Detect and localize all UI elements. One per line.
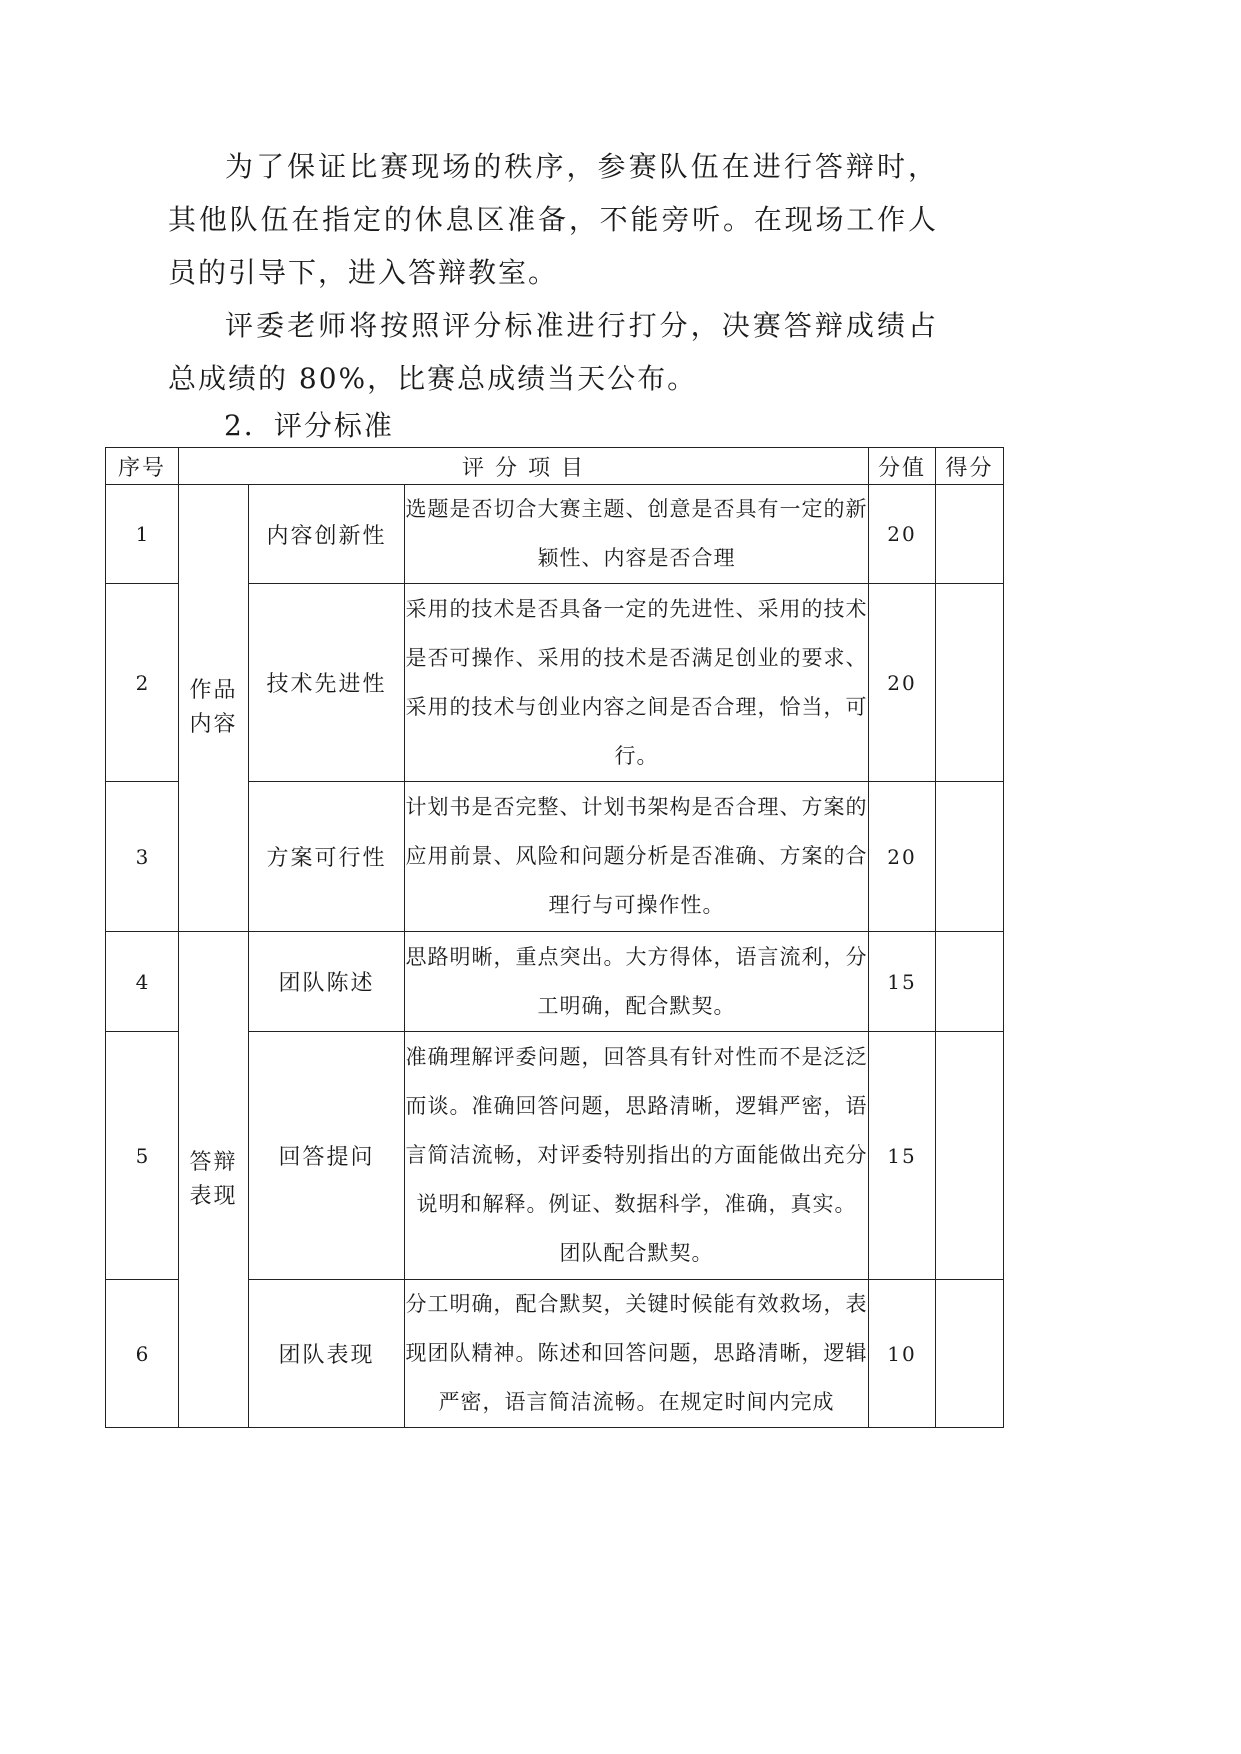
criterion-description: 思路明晰，重点突出。大方得体，语言流利，分工明确，配合默契。 [405,932,869,1032]
score-obtained-cell [936,584,1004,782]
criterion-score: 10 [869,1280,936,1428]
criterion-description: 采用的技术是否具备一定的先进性、采用的技术是否可操作、采用的技术是否满足创业的要求、采用的技术与创业内容之间是否合理，恰当，可行。 [405,584,869,782]
row-number: 6 [106,1280,179,1428]
criterion-name: 技术先进性 [249,584,405,782]
category-defense-performance [179,932,249,1428]
criterion-name: 团队陈述 [249,932,405,1032]
table-row [106,485,1004,584]
scoring-table [105,447,1004,1428]
row-number: 4 [106,932,179,1032]
criterion-name: 回答提问 [249,1032,405,1280]
criterion-name: 方案可行性 [249,782,405,932]
row-number: 2 [106,584,179,782]
row-number: 5 [106,1032,179,1280]
criterion-score: 20 [869,584,936,782]
body-paragraph-1 [168,140,938,299]
score-obtained-cell [936,932,1004,1032]
criterion-description: 选题是否切合大赛主题、创意是否具有一定的新颖性、内容是否合理 [405,485,869,584]
header-score: 分值 [869,448,936,485]
row-number: 1 [106,485,179,584]
section-heading: 2．评分标准 [224,409,394,442]
criterion-name: 内容创新性 [249,485,405,584]
criterion-score: 20 [869,782,936,932]
body-paragraph-2-text: 评委老师将按照评分标准进行打分，决赛答辩成绩占总成绩的 80%，比赛总成绩当天公布。 [168,309,938,395]
category-label: 答辩表现 [189,1149,238,1209]
criterion-description: 计划书是否完整、计划书架构是否合理、方案的应用前景、风险和问题分析是否准确、方案的合理行与可操作性。 [405,782,869,932]
score-obtained-cell [936,782,1004,932]
body-paragraph-2 [168,299,938,405]
category-work-content [179,485,249,932]
score-obtained-cell [936,1032,1004,1280]
header-no: 序号 [106,448,179,485]
body-paragraph-1-text: 为了保证比赛现场的秩序，参赛队伍在进行答辩时，其他队伍在指定的休息区准备，不能旁听。在现场工作人员的引导下，进入答辩教室。 [168,150,938,289]
category-label: 作品内容 [189,678,238,737]
criterion-score: 15 [869,932,936,1032]
criterion-name: 团队表现 [249,1280,405,1428]
score-obtained-cell [936,1280,1004,1428]
score-obtained-cell [936,485,1004,584]
table-header-row [106,448,1004,485]
row-number: 3 [106,782,179,932]
header-got: 得分 [936,448,1004,485]
criterion-description: 准确理解评委问题，回答具有针对性而不是泛泛而谈。准确回答问题，思路清晰，逻辑严密，语言简洁流畅，对评委特别指出的方面能做出充分说明和解释。例证、数据科学，准确，真实。 团队配合默契。 [405,1032,869,1280]
table-row [106,932,1004,1032]
criterion-score: 15 [869,1032,936,1280]
criterion-score: 20 [869,485,936,584]
header-item: 评 分 项 目 [179,448,869,485]
criterion-description: 分工明确，配合默契，关键时候能有效救场，表现团队精神。陈述和回答问题，思路清晰，逻辑严密，语言简洁流畅。在规定时间内完成 [405,1280,869,1428]
